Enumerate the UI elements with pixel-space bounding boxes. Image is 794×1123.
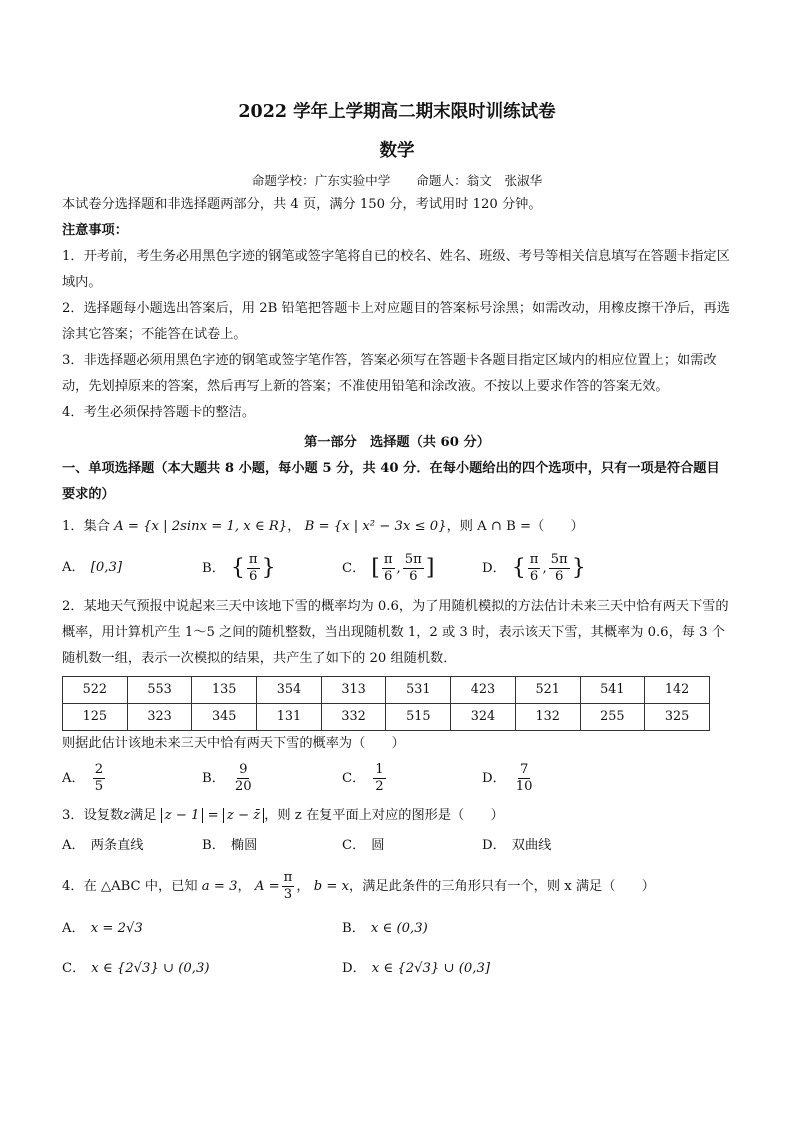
q3-option-d — [482, 833, 622, 859]
q4-option-b — [342, 916, 622, 942]
fraction — [382, 552, 395, 585]
option-text: 双曲线 — [511, 838, 552, 853]
table-cell: 522 — [63, 677, 128, 704]
fraction-denominator: 20 — [234, 778, 252, 794]
q4-option-c — [62, 956, 342, 982]
right-brace: } — [261, 555, 276, 580]
option-label: A． — [62, 560, 85, 575]
right-bracket: ] — [425, 555, 435, 580]
q4-b: b = x — [313, 879, 350, 894]
q3-option-b — [202, 833, 342, 859]
option-text: 圆 — [371, 838, 385, 853]
question-4: 4．在 △ABC 中，已知 a = 3， A = $\frac{\pi}{3}$ ， b = x，满足此条件的三角形只有一个，则 x 满足（ ） — [62, 870, 655, 902]
fraction-denominator: 6 — [554, 568, 564, 584]
q2-after: 则据此估计该地未来三天中恰有两天下雪的概率为（ ） — [62, 736, 405, 751]
notice-item: 3．非选择题必须用黑色字迹的钢笔或签字笔作答，答案必须写在答题卡各题目指定区域内的相应位置上；如需改动，先划掉原来的答案，然后再写上新的答案；不准使用铅笔和涂改液。不按以上要求作答的答案无效。 — [62, 353, 717, 394]
table-cell: 345 — [192, 704, 257, 731]
q1-option-b — [202, 552, 342, 585]
table-cell: 255 — [580, 704, 645, 731]
question-3: 3．设复数z满足 z − 1 = z − z̄ ，则 z 在复平面上对应的图形是（ ） — [62, 808, 504, 823]
option-text: [0,3] — [90, 560, 122, 575]
fraction-numerator: π — [383, 551, 393, 567]
q2-option-c — [342, 762, 482, 795]
notice-item: 1．开考前，考生务必用黑色字迹的钢笔或签字笔将自已的校名、姓名、班级、考号等相关信息填写在答题卡指定区域内。 — [62, 249, 730, 290]
q3-options — [62, 829, 732, 863]
q4-option-d — [342, 956, 622, 982]
q4-option-a — [62, 916, 342, 942]
q1-options — [62, 544, 732, 592]
fraction-numerator: π — [283, 870, 293, 885]
q1-set-b: B = {x | x² − 3x ≤ 0} — [304, 519, 447, 534]
fraction-numerator: 1 — [375, 761, 384, 777]
option-label: C． — [342, 838, 366, 853]
option-label: D． — [482, 770, 506, 786]
table-cell: 531 — [386, 677, 451, 704]
table-row — [63, 704, 710, 731]
question-1 — [62, 514, 732, 540]
q1-set-a: A = {x | 2sinx = 1, x ∈ R} — [114, 519, 288, 534]
option-text: x ∈ (0,3) — [370, 921, 428, 936]
fraction-denominator: 6 — [249, 568, 258, 584]
q4-angle-lhs: A = — [254, 879, 280, 894]
fraction-denominator: 6 — [409, 568, 418, 584]
table-cell: 142 — [645, 677, 710, 704]
fraction — [528, 552, 541, 585]
table-cell: 553 — [127, 677, 192, 704]
random-number-table — [62, 676, 710, 731]
table-cell: 423 — [451, 677, 516, 704]
q3-condition-right: z − z̄ — [223, 808, 264, 823]
left-brace: { — [230, 555, 245, 580]
q1-option-c: C． [ $\frac{\pi}{6}$ , $\frac{5\pi}{6}$ ] — [342, 551, 435, 584]
table-cell: 332 — [321, 704, 386, 731]
option-label: C． — [342, 560, 366, 576]
exam-author: 命题人：翁文 张淑华 — [416, 173, 543, 188]
left-brace: { — [511, 555, 526, 580]
notice-item: 2．选择题每小题选出答案后，用 2B 铅笔把答题卡上对应题目的答案标号涂黑；如需改动，用橡皮擦干净后，再选涂其它答案；不能答在试卷上。 — [62, 301, 730, 342]
option-text: x ∈ {2√3} ∪ (0,3] — [371, 961, 491, 976]
fraction — [373, 762, 385, 795]
fraction — [282, 870, 295, 903]
fraction — [247, 552, 260, 585]
fraction-denominator: 2 — [375, 778, 384, 794]
table-cell: 125 — [63, 704, 128, 731]
q4-options-row-1 — [62, 909, 732, 949]
q1-sep: ， — [287, 519, 301, 534]
q1-option-a — [62, 555, 202, 581]
fraction — [514, 762, 535, 795]
table-row — [63, 677, 710, 704]
q3-variable: z — [123, 808, 131, 823]
q3-option-a — [62, 833, 202, 859]
q1-prefix: 1．集合 — [62, 519, 110, 534]
fraction — [93, 762, 105, 795]
q2-option-b — [202, 762, 342, 795]
option-text: 椭圆 — [230, 838, 258, 853]
q4-options-row-2 — [62, 949, 732, 989]
fraction-denominator: 6 — [384, 568, 393, 584]
q4-a: a = 3 — [201, 879, 238, 894]
left-bracket: [ — [371, 555, 380, 580]
table-cell: 324 — [451, 704, 516, 731]
exam-intro: 本试卷分选择题和非选择题两部分，共 4 页，满分 150 分，考试用时 120 分钟。 — [62, 197, 542, 212]
table-cell: 515 — [386, 704, 451, 731]
option-label: A． — [62, 838, 85, 853]
exam-school: 命题学校：广东实验中学 — [251, 173, 391, 188]
exam-meta — [62, 170, 732, 192]
notice-heading: 注意事项： — [62, 223, 128, 238]
q3-mid: 满足 — [130, 808, 157, 823]
part1-heading: 第一部分 选择题（共 60 分） — [304, 435, 490, 450]
q4-prefix: 4．在 △ABC 中，已知 — [62, 879, 198, 894]
q3-prefix: 3．设复数 — [62, 808, 124, 823]
option-label: B． — [202, 770, 225, 786]
exam-title: 2022 学年上学期高二期末限时训练试卷 — [238, 102, 556, 122]
table-cell: 541 — [580, 677, 645, 704]
q1-option-d: D． { $\frac{\pi}{6}$ , $\frac{5\pi}{6}$ } — [482, 551, 586, 584]
option-label: D． — [342, 961, 366, 976]
exam-page — [62, 94, 732, 989]
option-label: A． — [62, 770, 85, 786]
option-label: D． — [482, 560, 506, 576]
right-brace: } — [571, 555, 586, 580]
notice-item: 4．考生必须保持答题卡的整洁。 — [62, 405, 256, 420]
option-label: D． — [482, 838, 506, 853]
option-label: B． — [202, 560, 225, 576]
option-label: B． — [342, 921, 365, 936]
fraction — [549, 552, 570, 585]
table-cell: 131 — [257, 704, 322, 731]
fraction — [233, 762, 254, 795]
exam-subject: 数学 — [379, 141, 415, 161]
section-heading: 一、单项选择题（本大题共 8 小题，每小题 5 分，共 40 分．在每小题给出的四个选项中，只有一项是符合题目要求的） — [62, 461, 720, 502]
fraction-denominator: 10 — [515, 778, 533, 794]
option-text: 两条直线 — [90, 838, 144, 853]
table-cell: 313 — [321, 677, 386, 704]
fraction-numerator: 5π — [404, 551, 422, 567]
table-cell: 132 — [515, 704, 580, 731]
q2-option-d — [482, 762, 622, 795]
fraction-numerator: 7 — [519, 761, 529, 777]
fraction-numerator: π — [248, 551, 258, 567]
q1-suffix: ，则 A ∩ B =（ ） — [446, 519, 584, 534]
fraction — [403, 552, 424, 585]
option-text: x = 2√3 — [90, 921, 143, 936]
q3-condition-left: z − 1 — [161, 808, 204, 823]
q3-suffix: ，则 z 在复平面上对应的图形是（ ） — [264, 808, 504, 823]
question-2: 2．某地天气预报中说起来三天中该地下雪的概率均为 0.6，为了用随机模拟的方法估计未来三天中恰有两天下雪的概率，用计算机产生 1～5 之间的随机整数，当出现随机数 1，2 或 3 时，表示该天下雪，其概率为 0.6，每 3 个随机数一组，表示一次模拟的结果，共产生了如下的 20 组随机数． — [62, 599, 729, 666]
q4-suffix: ，满足此条件的三角形只有一个，则 x 满足（ ） — [349, 879, 655, 894]
option-label: C． — [342, 770, 366, 786]
option-label: B． — [202, 838, 225, 853]
table-cell: 135 — [192, 677, 257, 704]
q2-option-a — [62, 762, 202, 795]
fraction-denominator: 6 — [529, 568, 539, 584]
fraction-numerator: 5π — [550, 551, 568, 567]
table-cell: 521 — [515, 677, 580, 704]
fraction-numerator: π — [529, 551, 539, 567]
fraction-numerator: 9 — [239, 761, 248, 777]
fraction-denominator: 3 — [283, 887, 293, 902]
table-cell: 354 — [257, 677, 322, 704]
table-cell: 325 — [645, 704, 710, 731]
option-text: x ∈ {2√3} ∪ (0,3) — [91, 961, 210, 976]
q3-option-c — [342, 833, 482, 859]
option-label: A． — [62, 921, 85, 936]
option-label: C． — [62, 961, 86, 976]
table-cell: 323 — [127, 704, 192, 731]
fraction-denominator: 5 — [94, 778, 104, 794]
fraction-numerator: 2 — [94, 761, 104, 777]
q2-options — [62, 757, 732, 799]
